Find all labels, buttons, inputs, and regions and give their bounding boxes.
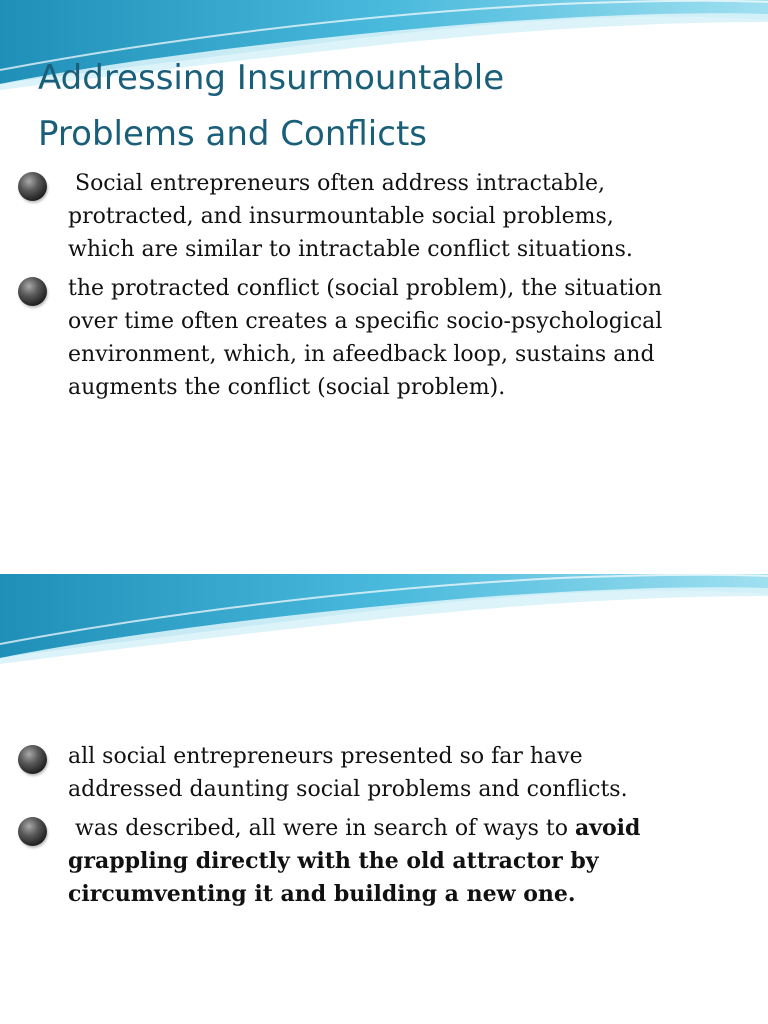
bullet-list bbox=[0, 167, 768, 410]
bullet-list bbox=[0, 740, 768, 917]
bullet-text-line: augments the conflict (social problem). bbox=[68, 375, 506, 400]
bullet-item bbox=[0, 740, 768, 806]
bullet-item bbox=[0, 272, 768, 404]
bullet-text-line: all social entrepreneurs presented so far have bbox=[68, 744, 583, 769]
bullet-dot-icon bbox=[18, 817, 47, 846]
bullet-dot-icon bbox=[18, 172, 47, 201]
bullet-text-emphasis: avoid bbox=[574, 815, 641, 841]
slide-title-line: Problems and Conflicts bbox=[38, 114, 427, 154]
slide-title bbox=[38, 50, 758, 162]
bullet-text-line: Social entrepreneurs often address intractable, bbox=[68, 171, 606, 196]
bullet-dot-icon bbox=[18, 745, 47, 774]
slide-title-line: Addressing Insurmountable bbox=[38, 58, 505, 98]
bullet-item bbox=[0, 812, 768, 911]
bullet-text-plain: was described, all were in search of ways to bbox=[68, 816, 575, 841]
bullet-text-line: which are similar to intractable conflict situations. bbox=[68, 237, 633, 262]
bullet-text-line bbox=[68, 812, 728, 845]
bullet-text-line: over time often creates a specific socio-psychological bbox=[68, 309, 663, 334]
bullet-text-line: addressed daunting social problems and conflicts. bbox=[68, 777, 628, 802]
slide-2 bbox=[0, 574, 768, 1024]
bullet-text-emphasis: grappling directly with the old attractor by bbox=[68, 848, 599, 874]
bullet-text-line: the protracted conflict (social problem), the situation bbox=[68, 276, 662, 301]
bullet-text-emphasis: circumventing it and building a new one. bbox=[68, 881, 576, 907]
bullet-item bbox=[0, 167, 768, 266]
bullet-text-line: environment, which, in afeedback loop, sustains and bbox=[68, 342, 655, 367]
bullet-dot-icon bbox=[18, 277, 47, 306]
wave-header-decoration bbox=[0, 574, 768, 664]
bullet-text-line: protracted, and insurmountable social problems, bbox=[68, 204, 614, 229]
